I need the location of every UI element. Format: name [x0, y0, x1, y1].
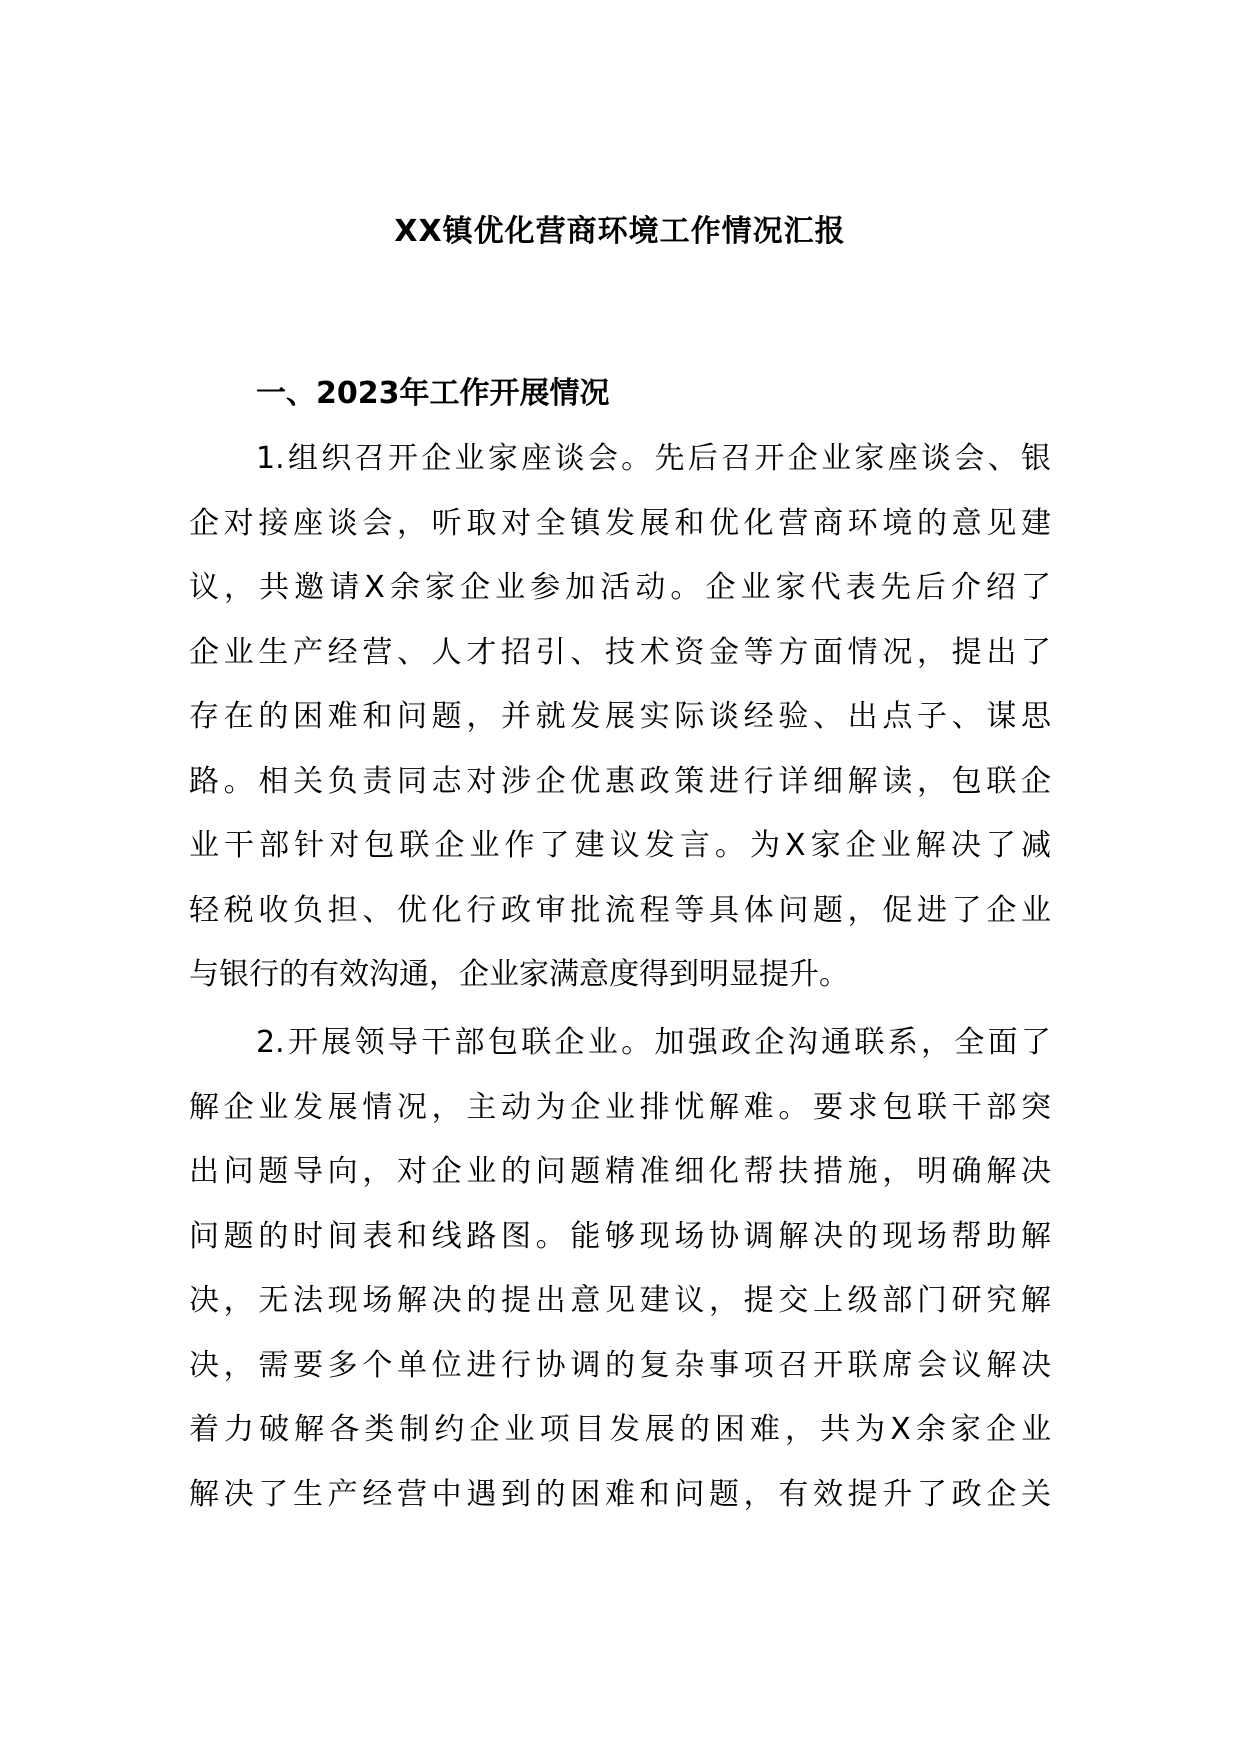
paragraph-line: 1.组织召开企业家座谈会。先后召开企业家座谈会、银: [256, 441, 1051, 476]
paragraph-line: 问题的时间表和线路图。能够现场协调解决的现场帮助解: [189, 1218, 1051, 1254]
document-title: XX镇优化营商环境工作情况汇报: [394, 214, 846, 249]
paragraph-line: 业干部针对包联企业作了建议发言。为X家企业解决了减: [189, 828, 1051, 863]
paragraph-line: 议，共邀请X余家企业参加活动。企业家代表先后介绍了: [189, 570, 1051, 605]
paragraph-line: 企对接座谈会，听取对全镇发展和优化营商环境的意见建: [189, 505, 1051, 541]
paragraph-line: 决，需要多个单位进行协调的复杂事项召开联席会议解决: [189, 1347, 1051, 1383]
paragraph-line: 解决了生产经营中遇到的困难和问题，有效提升了政企关: [189, 1476, 1051, 1512]
paragraph-line: 与银行的有效沟通，企业家满意度得到明显提升。: [189, 957, 849, 992]
paragraph-line: 轻税收负担、优化行政审批流程等具体问题，促进了企业: [189, 892, 1051, 928]
paragraph-line: 存在的困难和问题，并就发展实际谈经验、出点子、谋思: [189, 699, 1051, 734]
paragraph-line: 着力破解各类制约企业项目发展的困难，共为X余家企业: [189, 1412, 1051, 1447]
paragraph-1: [189, 427, 1051, 1008]
paragraph-line: 决，无法现场解决的提出意见建议，提交上级部门研究解: [189, 1283, 1051, 1318]
paragraph-line: 企业生产经营、人才招引、技术资金等方面情况，提出了: [189, 634, 1051, 670]
paragraph-line: 解企业发展情况，主动为企业排忧解难。要求包联干部突: [189, 1089, 1051, 1125]
paragraph-line: 出问题导向，对企业的问题精准细化帮扶措施，明确解决: [189, 1154, 1051, 1189]
section-heading: 一、2023年工作开展情况: [256, 376, 610, 411]
paragraph-2: [189, 1011, 1051, 1527]
paragraph-line: 2.开展领导干部包联企业。加强政企沟通联系，全面了: [256, 1025, 1051, 1060]
paragraph-line: 路。相关负责同志对涉企优惠政策进行详细解读，包联企: [189, 763, 1051, 799]
